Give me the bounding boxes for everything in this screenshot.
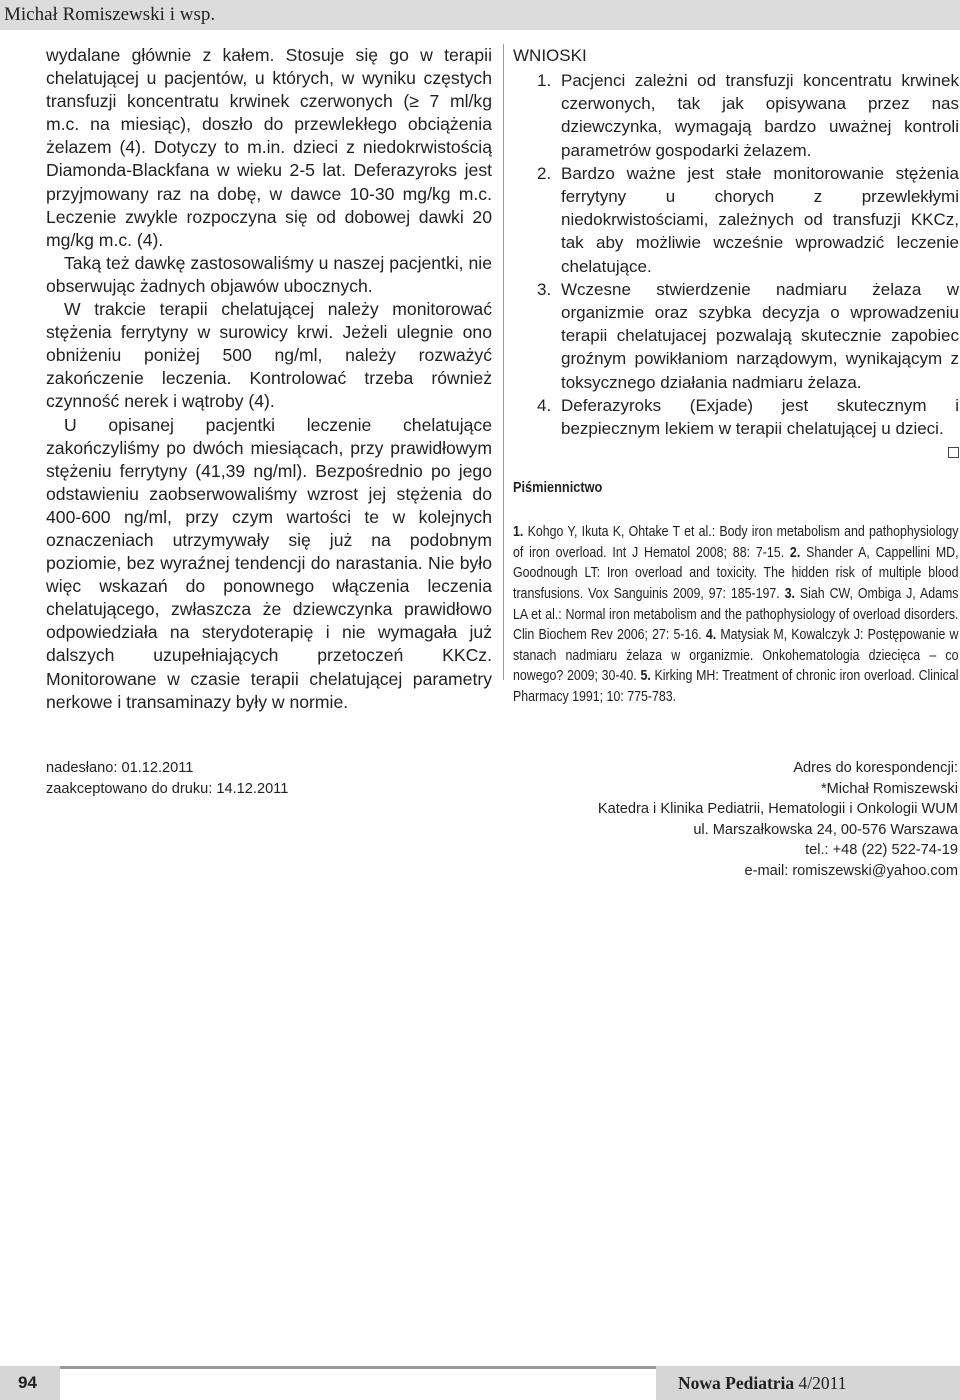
conclusion-text: Deferazyroks (Exjade) jest skutecznym i bezpiecznym lekiem w terapii chelatującej u dzieci. — [561, 395, 959, 439]
reference-text: Shander A, Cappellini MD, Goodnough LT: Iron overload and toxicity. The hidden risk of multiple blood transfusions. Vox Sanguinis 2009, 97: 185-197. — [513, 544, 959, 603]
reference-text: Matysiak M, Kowalczyk J: Postępowanie w stanach nadmiaru żelaza w organizmie. Onkohematologia dziecięca – co nowego? 2009; 30-40. — [513, 627, 959, 685]
conclusion-number: 4. — [537, 395, 552, 415]
journal-citation — [678, 1373, 847, 1394]
reference-number: 3. — [784, 586, 795, 603]
journal-name: Nowa Pediatria — [678, 1373, 795, 1393]
running-head-authors: Michał Romiszewski i wsp. — [4, 4, 216, 25]
body-paragraph: U opisanej pacjentki leczenie chelatujące zakończyliśmy po dwóch miesiącach, przy prawidłowym stężeniu ferrytyny (41,39 ng/ml). Bezpośrednio po jego odstawieniu zaobserwowaliśmy wzrost jej stężenia do 400-600 ng/ml, przy czym wartości te w kolejnych oznaczeniach utrzymywały się już na podobnym poziomie, bez wyraźnej tendencji do narastania. Nie było więc wskazań do ponownego włączenia leczenia chelatującego, zwłaszcza że dziewczynka prawidłowo odpowiedziała na sterydoterapię i nie wymagała już dalszych uzupełniających przetoczeń KKCz. Monitorowane w czasie terapii chelatującej parametry nerkowe i transaminazy były w normie. — [46, 414, 492, 712]
conclusion-number: 2. — [537, 163, 552, 183]
conclusion-number: 1. — [537, 71, 552, 90]
conclusion-item — [513, 394, 959, 440]
submission-dates — [46, 758, 288, 799]
correspondence-department: Katedra i Klinika Pediatrii, Hematologii i Onkologii WUM — [597, 801, 958, 817]
correspondence-label: Adres do korespondencji: — [793, 760, 958, 776]
conclusion-text: Pacjenci zależni od transfuzji koncentratu krwinek czerwonych, tak jak opisywana przez nas dziewczynka, wymagają bardzo uważnej kontroli parametrów gospodarki żelazem. — [561, 71, 959, 160]
conclusion-text: Wczesne stwierdzenie nadmiaru żelaza w organizmie oraz szybka decyzja o wprowadzeniu terapii chelatujacej pozwalają skutecznie zapobiec groźnym powikłaniom narządowym, wynikającym z toksycznego działania nadmiaru żelaza. — [561, 279, 959, 392]
correspondence-author: *Michał Romiszewski — [820, 780, 958, 797]
correspondence-street: ul. Marszałkowska 24, 00-576 Warszawa — [693, 821, 958, 838]
right-column — [513, 44, 959, 708]
journal-box — [656, 1366, 960, 1400]
reference-number: 2. — [789, 544, 801, 561]
accepted-date: zaakceptowano do druku: 14.12.2011 — [46, 780, 289, 797]
page-number-box — [0, 1366, 60, 1400]
conclusion-item — [513, 69, 959, 162]
body-paragraph: Taką też dawkę zastosowaliśmy u naszej pacjentki, nie obserwując żadnych objawów ubocznych. — [46, 252, 492, 296]
references-heading: Piśmiennictwo — [513, 480, 603, 497]
page-footer-bar — [0, 1366, 960, 1400]
references-list — [513, 522, 958, 707]
conclusions-heading: WNIOSKI — [513, 46, 587, 65]
conclusion-number: 3. — [537, 279, 552, 299]
column-divider — [503, 44, 504, 680]
reference-number: 5. — [640, 668, 651, 685]
page-number: 94 — [18, 1373, 37, 1392]
article-end-square-icon — [948, 447, 959, 458]
footer-rule — [60, 1366, 656, 1400]
running-header — [0, 0, 960, 30]
journal-issue: 4/2011 — [798, 1373, 847, 1393]
conclusion-item — [513, 278, 959, 394]
correspondence-email: e-mail: romiszewski@yahoo.com — [744, 862, 958, 879]
reference-text: Kirking MH: Treatment of chronic iron overload. Clinical Pharmacy 1991; 10: 775-783. — [513, 668, 959, 705]
body-paragraph: wydalane głównie z kałem. Stosuje się go w terapii chelatującej u pacjentów, u których, w wyniku częstych transfuzji koncentratu krwinek czerwonych (≥ 7 ml/kg m.c. na miesiąc), doszło do przewlekłego obciążenia żelazem (4). Dotyczy to m.in. dzieci z niedokrwistością Diamonda-Blackfana w wieku 2-5 lat. Deferazyroks jest przyjmowany raz na dobę, w dawce 10-30 mg/kg m.c. Leczenie zwykle rozpoczyna się od dobowej dawki 20 mg/kg m.c. (4). — [46, 45, 492, 250]
reference-text: Kohgo Y, Ikuta K, Ohtake T et al.: Body iron metabolism and pathophysiology of iron overload. Int J Hematol 2008; 88: 7-15. — [513, 524, 959, 561]
conclusion-text: Bardzo ważne jest stałe monitorowanie stężenia ferrytyny u chorych z przewlekłymi niedokrwistościami, zależnych od transfuzji KKCz, tak aby możliwie wcześnie wprowadzić leczenie chelatujące. — [561, 163, 959, 276]
received-date: nadesłano: 01.12.2011 — [46, 760, 194, 776]
reference-number: 1. — [513, 524, 524, 541]
conclusion-item — [513, 162, 959, 278]
reference-text: Siah CW, Ombiga J, Adams LA et al.: Normal iron metabolism and the pathophysiology of overload disorders. Clin Biochem Rev 2006; 27: 5-16. — [513, 586, 959, 644]
correspondence-phone: tel.: +48 (22) 522-74-19 — [805, 842, 958, 858]
conclusions-list — [513, 69, 959, 440]
body-paragraph: W trakcie terapii chelatującej należy monitorować stężenia ferrytyny w surowicy krwi. Jeżeli ulegnie ono obniżeniu poniżej 500 ng/ml, należy rozważyć zakończenie leczenia. Kontrolować trzeba również czynność nerek i wątroby (4). — [46, 299, 492, 412]
correspondence-address — [598, 758, 958, 881]
reference-number: 4. — [705, 627, 717, 644]
left-column-body — [46, 44, 492, 714]
